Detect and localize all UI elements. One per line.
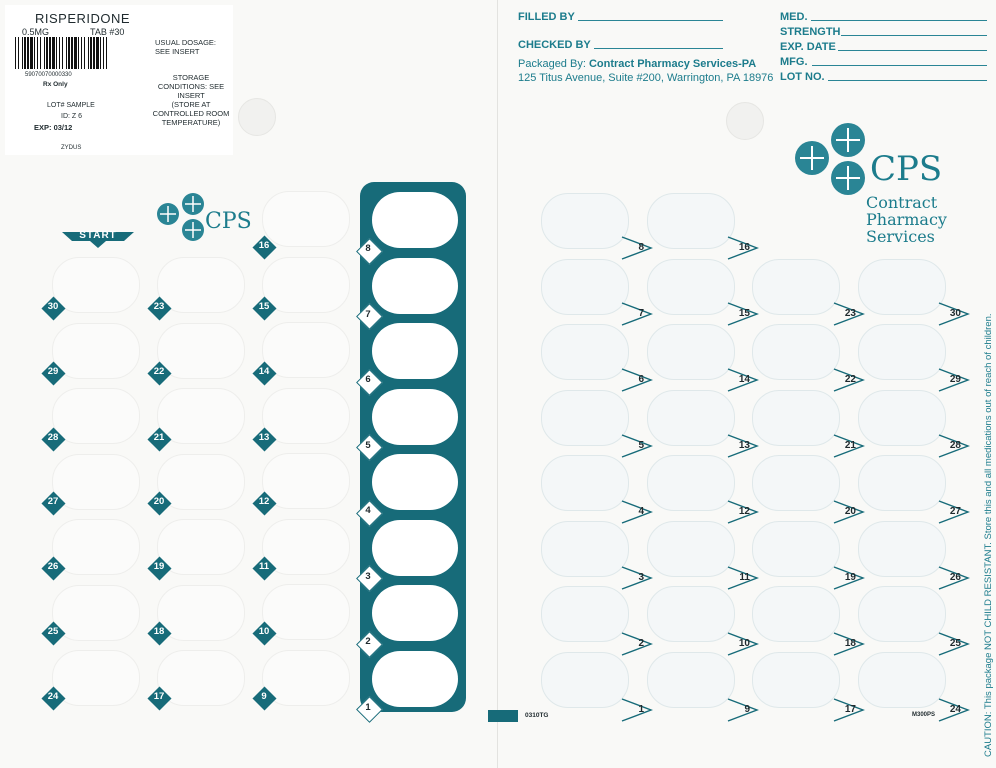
day-number: 14 — [258, 366, 270, 377]
ndc-number: 59070070000330 — [25, 72, 72, 78]
blister-pocket[interactable] — [372, 389, 458, 445]
day-number: 15 — [738, 308, 750, 319]
start-arrow: START — [62, 228, 134, 250]
day-number: 17 — [844, 704, 856, 715]
day-number: 30 — [47, 301, 59, 312]
day-number: 13 — [738, 440, 750, 451]
day-number: 10 — [258, 626, 270, 637]
lot-no-field-label: LOT NO. — [780, 71, 825, 83]
day-marker — [252, 235, 276, 259]
day-number: 16 — [738, 242, 750, 253]
manufacturer: ZYDUS — [61, 145, 82, 151]
day-number: 20 — [844, 506, 856, 517]
med-field-line — [811, 20, 987, 21]
day-marker — [356, 697, 380, 721]
filled-by-label: FILLED BY — [518, 11, 575, 23]
drug-name: RISPERIDONE — [35, 11, 131, 26]
day-marker — [937, 368, 971, 392]
day-marker — [620, 368, 654, 392]
cps-small-logo-icon — [155, 192, 252, 244]
day-number: 10 — [738, 638, 750, 649]
blister-pocket[interactable] — [541, 259, 629, 315]
day-number: 23 — [844, 308, 856, 319]
day-number: 28 — [47, 432, 59, 443]
day-number: 3 — [638, 572, 644, 583]
day-marker — [356, 435, 380, 459]
day-number: 8 — [638, 242, 644, 253]
blister-pocket[interactable] — [52, 257, 140, 313]
blister-pocket[interactable] — [372, 651, 458, 707]
day-marker — [937, 698, 971, 722]
blister-pocket[interactable] — [752, 521, 840, 577]
day-number: 2 — [638, 638, 644, 649]
med-field-label: MED. — [780, 11, 808, 23]
day-number: 22 — [844, 374, 856, 385]
day-marker — [252, 296, 276, 320]
drug-strength: 0.5MG — [22, 27, 50, 37]
filled-by-line — [578, 20, 723, 21]
day-number: 5 — [365, 439, 371, 451]
day-number: 5 — [638, 440, 644, 451]
day-number: 29 — [47, 366, 59, 377]
day-marker — [41, 686, 65, 710]
svg-text:CPS: CPS — [870, 149, 943, 189]
day-marker — [41, 491, 65, 515]
blister-pocket[interactable] — [858, 521, 946, 577]
day-number: 4 — [365, 505, 371, 516]
day-number: 26 — [47, 561, 59, 572]
blister-pocket[interactable] — [752, 586, 840, 642]
day-number: 12 — [738, 506, 750, 517]
blister-pocket[interactable] — [541, 586, 629, 642]
day-number: 21 — [844, 440, 856, 451]
strength-field-label: STRENGTH — [780, 26, 841, 38]
svg-text:CPS: CPS — [205, 209, 252, 234]
mfg-field-label: MFG. — [780, 56, 808, 68]
blister-pocket[interactable] — [372, 323, 458, 379]
cps-brand-name: Contract Pharmacy Services — [866, 193, 947, 246]
day-marker — [832, 566, 866, 590]
day-number: 19 — [153, 561, 165, 572]
day-marker — [41, 556, 65, 580]
tab-count: TAB #30 — [90, 27, 125, 37]
expiration-date: EXP: 03/12 — [34, 123, 73, 132]
day-marker — [937, 500, 971, 524]
day-number: 15 — [258, 301, 270, 312]
day-marker — [832, 368, 866, 392]
day-marker — [620, 236, 654, 260]
day-marker — [620, 566, 654, 590]
day-number: 24 — [47, 691, 59, 702]
day-marker — [832, 698, 866, 722]
blister-pocket[interactable] — [541, 652, 629, 708]
day-marker — [41, 296, 65, 320]
mfg-field-line — [812, 65, 987, 66]
day-marker — [726, 236, 760, 260]
day-marker — [832, 632, 866, 656]
blister-pocket[interactable] — [372, 454, 458, 510]
day-number: 25 — [949, 638, 961, 649]
day-number: 8 — [365, 243, 371, 254]
blister-pocket[interactable] — [541, 521, 629, 577]
blister-pocket[interactable] — [752, 652, 840, 708]
blister-pocket[interactable] — [541, 324, 629, 380]
day-number: 27 — [949, 506, 961, 517]
card-code-right: M300PS — [912, 712, 936, 718]
blister-pocket[interactable] — [372, 520, 458, 576]
day-marker — [41, 361, 65, 385]
day-marker — [147, 621, 171, 645]
pharmacy-address: 125 Titus Avenue, Suite #200, Warrington, PA 18976 — [518, 72, 774, 84]
blister-pocket[interactable] — [858, 324, 946, 380]
day-number: 1 — [365, 701, 371, 713]
day-number: 3 — [365, 570, 371, 582]
day-number: 18 — [844, 638, 856, 649]
day-marker — [726, 698, 760, 722]
day-marker — [356, 500, 380, 524]
day-marker — [147, 427, 171, 451]
day-marker — [356, 304, 380, 328]
blister-pocket[interactable] — [647, 324, 735, 380]
day-number: 12 — [258, 496, 270, 507]
day-marker — [726, 632, 760, 656]
day-marker — [937, 566, 971, 590]
day-marker — [252, 686, 276, 710]
blister-pocket[interactable] — [752, 324, 840, 380]
blister-pocket[interactable] — [858, 259, 946, 315]
blister-pocket[interactable] — [52, 585, 140, 641]
day-number: 28 — [949, 440, 961, 451]
day-number: 22 — [153, 366, 165, 377]
day-marker — [937, 302, 971, 326]
day-marker — [726, 302, 760, 326]
day-number: 16 — [258, 240, 270, 251]
rx-only: Rx Only — [43, 81, 68, 88]
blister-pocket[interactable] — [541, 390, 629, 446]
day-marker — [937, 632, 971, 656]
day-marker — [41, 621, 65, 645]
day-number: 21 — [153, 432, 165, 443]
usual-dosage: USUAL DOSAGE: SEE INSERT — [155, 38, 216, 56]
day-marker — [937, 434, 971, 458]
blister-pocket[interactable] — [647, 521, 735, 577]
day-marker — [147, 361, 171, 385]
day-marker — [726, 500, 760, 524]
day-marker — [41, 427, 65, 451]
exp-date-field-line — [838, 50, 987, 51]
day-number: 11 — [258, 561, 270, 572]
blister-pocket[interactable] — [372, 192, 458, 248]
packaged-by: Packaged By: Contract Pharmacy Services-PA — [518, 58, 757, 70]
blister-pocket[interactable] — [647, 259, 735, 315]
day-number: 9 — [744, 704, 750, 715]
blister-pocket[interactable] — [647, 193, 735, 249]
checked-by-line — [594, 48, 723, 49]
day-marker — [356, 238, 380, 262]
blister-pocket[interactable] — [372, 258, 458, 314]
lot-no-field-line — [828, 80, 987, 81]
blister-pocket[interactable] — [52, 388, 140, 444]
day-number: 27 — [47, 496, 59, 507]
hanging-hole — [238, 98, 276, 136]
day-number: 18 — [153, 626, 165, 637]
blister-pocket[interactable] — [752, 455, 840, 511]
blister-pocket[interactable] — [52, 454, 140, 510]
day-marker — [620, 500, 654, 524]
day-number: 13 — [258, 432, 270, 443]
blister-pocket[interactable] — [858, 390, 946, 446]
day-marker — [252, 621, 276, 645]
blister-pocket[interactable] — [52, 323, 140, 379]
color-code-bar — [488, 710, 518, 722]
day-number: 6 — [365, 374, 371, 385]
day-number: 4 — [638, 506, 644, 517]
day-marker — [356, 566, 380, 590]
prescription-label — [5, 5, 233, 155]
blister-pocket[interactable] — [752, 390, 840, 446]
day-number: 2 — [365, 636, 371, 647]
checked-by-label: CHECKED BY — [518, 39, 591, 51]
day-marker — [832, 302, 866, 326]
day-marker — [147, 296, 171, 320]
day-marker — [620, 632, 654, 656]
day-marker — [147, 686, 171, 710]
day-number: 14 — [738, 374, 750, 385]
day-number: 9 — [261, 691, 267, 702]
day-marker — [620, 302, 654, 326]
hanging-hole — [726, 102, 764, 140]
blister-pocket[interactable] — [647, 455, 735, 511]
blister-pocket[interactable] — [858, 455, 946, 511]
day-marker — [832, 434, 866, 458]
id-code: ID: Z 6 — [61, 113, 83, 120]
caution-notice: CAUTION: This package NOT CHILD RESISTANT. Store this and all medications out of reach of children. — [983, 313, 994, 757]
day-marker — [252, 427, 276, 451]
blister-pocket[interactable] — [858, 586, 946, 642]
blister-pocket[interactable] — [541, 455, 629, 511]
day-marker — [620, 434, 654, 458]
blister-pocket[interactable] — [647, 586, 735, 642]
blister-pocket[interactable] — [858, 652, 946, 708]
day-number: 26 — [949, 572, 961, 583]
day-marker — [832, 500, 866, 524]
day-number: 29 — [949, 374, 961, 385]
day-number: 17 — [153, 691, 165, 702]
blister-pocket[interactable] — [372, 585, 458, 641]
day-marker — [356, 631, 380, 655]
day-marker — [252, 556, 276, 580]
day-marker — [726, 566, 760, 590]
blister-pocket[interactable] — [752, 259, 840, 315]
day-marker — [726, 368, 760, 392]
day-marker — [252, 361, 276, 385]
day-number: 23 — [153, 301, 165, 312]
day-number: 25 — [47, 626, 59, 637]
day-number: 7 — [365, 308, 371, 320]
day-number: 1 — [638, 704, 644, 715]
day-number: 30 — [949, 308, 961, 319]
day-marker — [356, 369, 380, 393]
day-number: 7 — [638, 308, 644, 319]
blister-pocket[interactable] — [647, 390, 735, 446]
day-marker — [252, 491, 276, 515]
storage-conditions: STORAGE CONDITIONS: SEE INSERT (STORE AT CONTROLLED ROOM TEMPERATURE) — [152, 73, 230, 127]
day-marker — [620, 698, 654, 722]
day-number: 20 — [153, 496, 165, 507]
day-number: 24 — [949, 704, 961, 715]
fold-line — [497, 0, 498, 768]
day-marker — [726, 434, 760, 458]
exp-date-field-label: EXP. DATE — [780, 41, 836, 53]
day-marker — [147, 491, 171, 515]
day-number: 19 — [844, 572, 856, 583]
day-number: 11 — [739, 572, 750, 583]
day-number: 6 — [638, 374, 644, 385]
day-marker — [147, 556, 171, 580]
blister-pocket[interactable] — [52, 519, 140, 575]
card-code-left: 0310TG — [525, 712, 549, 719]
lot-number: LOT# SAMPLE — [47, 102, 95, 109]
strength-field-line — [841, 35, 987, 36]
blister-pocket[interactable] — [647, 652, 735, 708]
blister-pocket[interactable] — [541, 193, 629, 249]
barcode — [15, 37, 107, 69]
